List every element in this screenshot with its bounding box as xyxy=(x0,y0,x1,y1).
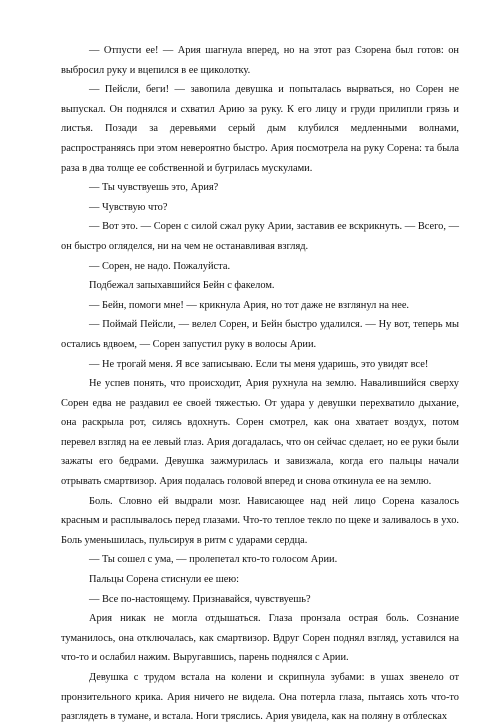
paragraph-10: — Не трогай меня. Я все записываю. Если ты меня ударишь, это увидят все! xyxy=(89,358,429,370)
paragraph-11: Не успев понять, что происходит, Ария рухнула на землю. Навалившийся сверху Сорен едва не раздавил ее своей тяжестью. От удара у девушки перехватило дыхание, она раскрыла рот, силясь вдохнуть. Сорен смотрел, как она хватает воздух, потом перевел взгляд на ее левый глаз. Ария догадалась, что он сейчас сделает, но ее руки были зажаты его бедрами. Девушка зажмурилась и завизжала, когда его пальцы начали отрывать смартвизор. Ария подалась головой вперед и снова откинула ее на землю. xyxy=(61,378,459,488)
paragraph-2: — Пейсли, беги! — завопила девушка и попыталась вырваться, но Сорен не выпускал. Он поднялся и схватил Арию за руку. К его лицу и груди прилипли грязь и листья. Позади за деревьями серый дым клубился медленными волнами, распространяясь при этом невероятно быстро. Ария посмотрела на руку Сорена: та была раза в два толще ее собственной и бугрилась мускулами. xyxy=(61,84,459,174)
paragraph-9: — Поймай Пейсли, — велел Сорен, и Бейн быстро удалился. — Ну вот, теперь мы остались вдвоем, — Сорен запустил руку в волосы Арии. xyxy=(61,319,459,350)
paragraph-16: Ария никак не могла отдышаться. Глаза пронзала острая боль. Сознание туманилось, она отключалась, как смартвизор. Вдруг Сорен поднял взгляд, уставился на что-то и ослабил нажим. Выругавшись, парень поднялся с Арии. xyxy=(61,613,459,664)
paragraph-4: — Чувствую что? xyxy=(89,201,168,213)
paragraph-6: — Сорен, не надо. Пожалуйста. xyxy=(89,260,231,272)
paragraph-1: — Отпусти ее! — Ария шагнула вперед, но на этот раз Сзорена был готов: он выбросил руку и вцепился в ее щиколотку. xyxy=(61,45,459,76)
paragraph-15: — Все по-настоящему. Признавайся, чувствуешь? xyxy=(89,593,311,605)
paragraph-5: — Вот это. — Сорен с силой сжал руку Арии, заставив ее вскрикнуть. — Всего, — он быстро огляделся, ни на чем не останавливая взгляд. xyxy=(61,221,459,252)
paragraph-14: Пальцы Сорена стиснули ее шею: xyxy=(89,574,240,586)
paragraph-13: — Ты сошел с ума, — пролепетал кто-то голосом Арии. xyxy=(89,554,338,566)
paragraph-12: Боль. Словно ей выдрали мозг. Нависающее над ней лицо Сорена казалось красным и расплывалось перед глазами. Что-то теплое текло по щеке и заливалось в ухо. Боль уменьшилась, пульсируя в ритм с ударами сердца. xyxy=(61,495,459,546)
paragraph-8: — Бейн, помоги мне! — крикнула Ария, но тот даже не взглянул на нее. xyxy=(89,299,410,311)
paragraph-17: Девушка с трудом встала на колени и скрипнула зубами: в ушах звенело от пронзительного крика. Ария ничего не видела. Она потерла глаза, пытаясь хоть что-то разглядеть в тумане, и встала. Ноги тряслись. Ария увидела, как на поляну в отблесках xyxy=(61,672,459,723)
paragraph-3: — Ты чувствуешь это, Ария? xyxy=(89,182,219,194)
paragraph-7: Подбежал запыхавшийся Бейн с факелом. xyxy=(89,280,275,292)
